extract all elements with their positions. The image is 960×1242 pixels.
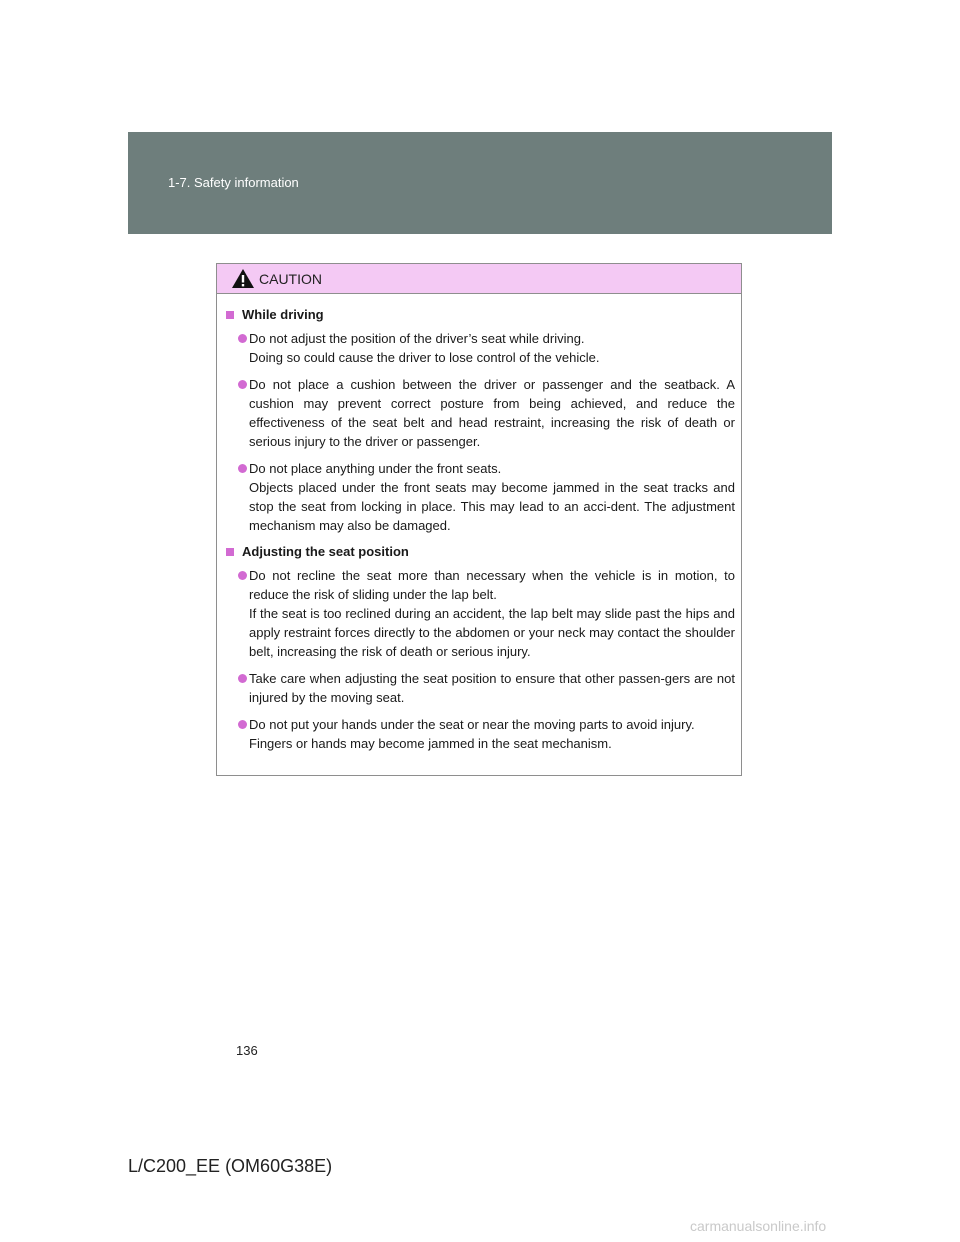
list-item: Do not put your hands under the seat or near the moving parts to avoid injury. Fingers or hands may become jammed in the seat mechanism. <box>226 715 735 753</box>
list-item: Do not adjust the position of the driver’s seat while driving. Doing so could cause the driver to lose control of the vehicle. <box>226 329 735 367</box>
circle-bullet-icon <box>238 334 247 343</box>
circle-bullet-icon <box>238 380 247 389</box>
caution-body <box>217 294 741 753</box>
list-item: Do not place anything under the front seats. Objects placed under the front seats may become jammed in the seat tracks and stop the seat from locking in place. This may lead to an acci-dent. The adjustment mechanism may also be damaged. <box>226 459 735 535</box>
list-item: Take care when adjusting the seat position to ensure that other passen-gers are not injured by the moving seat. <box>226 669 735 707</box>
circle-bullet-icon <box>238 571 247 580</box>
caution-title: CAUTION <box>259 271 322 287</box>
section-heading-while-driving: While driving <box>226 306 735 324</box>
caution-header <box>217 264 741 294</box>
list-item: Do not place a cushion between the driver or passenger and the seatback. A cushion may prevent correct posture from being achieved, and reduce the effectiveness of the seat belt and head restraint, increasing the risk of death or serious injury to the driver or passenger. <box>226 375 735 451</box>
circle-bullet-icon <box>238 720 247 729</box>
list-item: Do not recline the seat more than necessary when the vehicle is in motion, to reduce the risk of sliding under the lap belt. If the seat is too reclined during an accident, the lap belt may slide past the hips and apply restraint forces directly to the abdomen or your neck may contact the shoulder belt, increasing the risk of death or serious injury. <box>226 566 735 661</box>
square-bullet-icon <box>226 311 234 319</box>
model-code-footer: L/C200_EE (OM60G38E) <box>128 1156 333 1176</box>
watermark: carmanualsonline.info <box>690 1218 827 1234</box>
square-bullet-icon <box>226 548 234 556</box>
page-number: 136 <box>236 1043 258 1058</box>
section-title: 1-7. Safety information <box>168 175 299 190</box>
section-header-band <box>128 132 832 234</box>
section-heading-adjusting-seat: Adjusting the seat position <box>226 543 735 561</box>
circle-bullet-icon <box>238 674 247 683</box>
caution-box <box>216 263 742 776</box>
warning-triangle-icon <box>231 268 255 289</box>
circle-bullet-icon <box>238 464 247 473</box>
